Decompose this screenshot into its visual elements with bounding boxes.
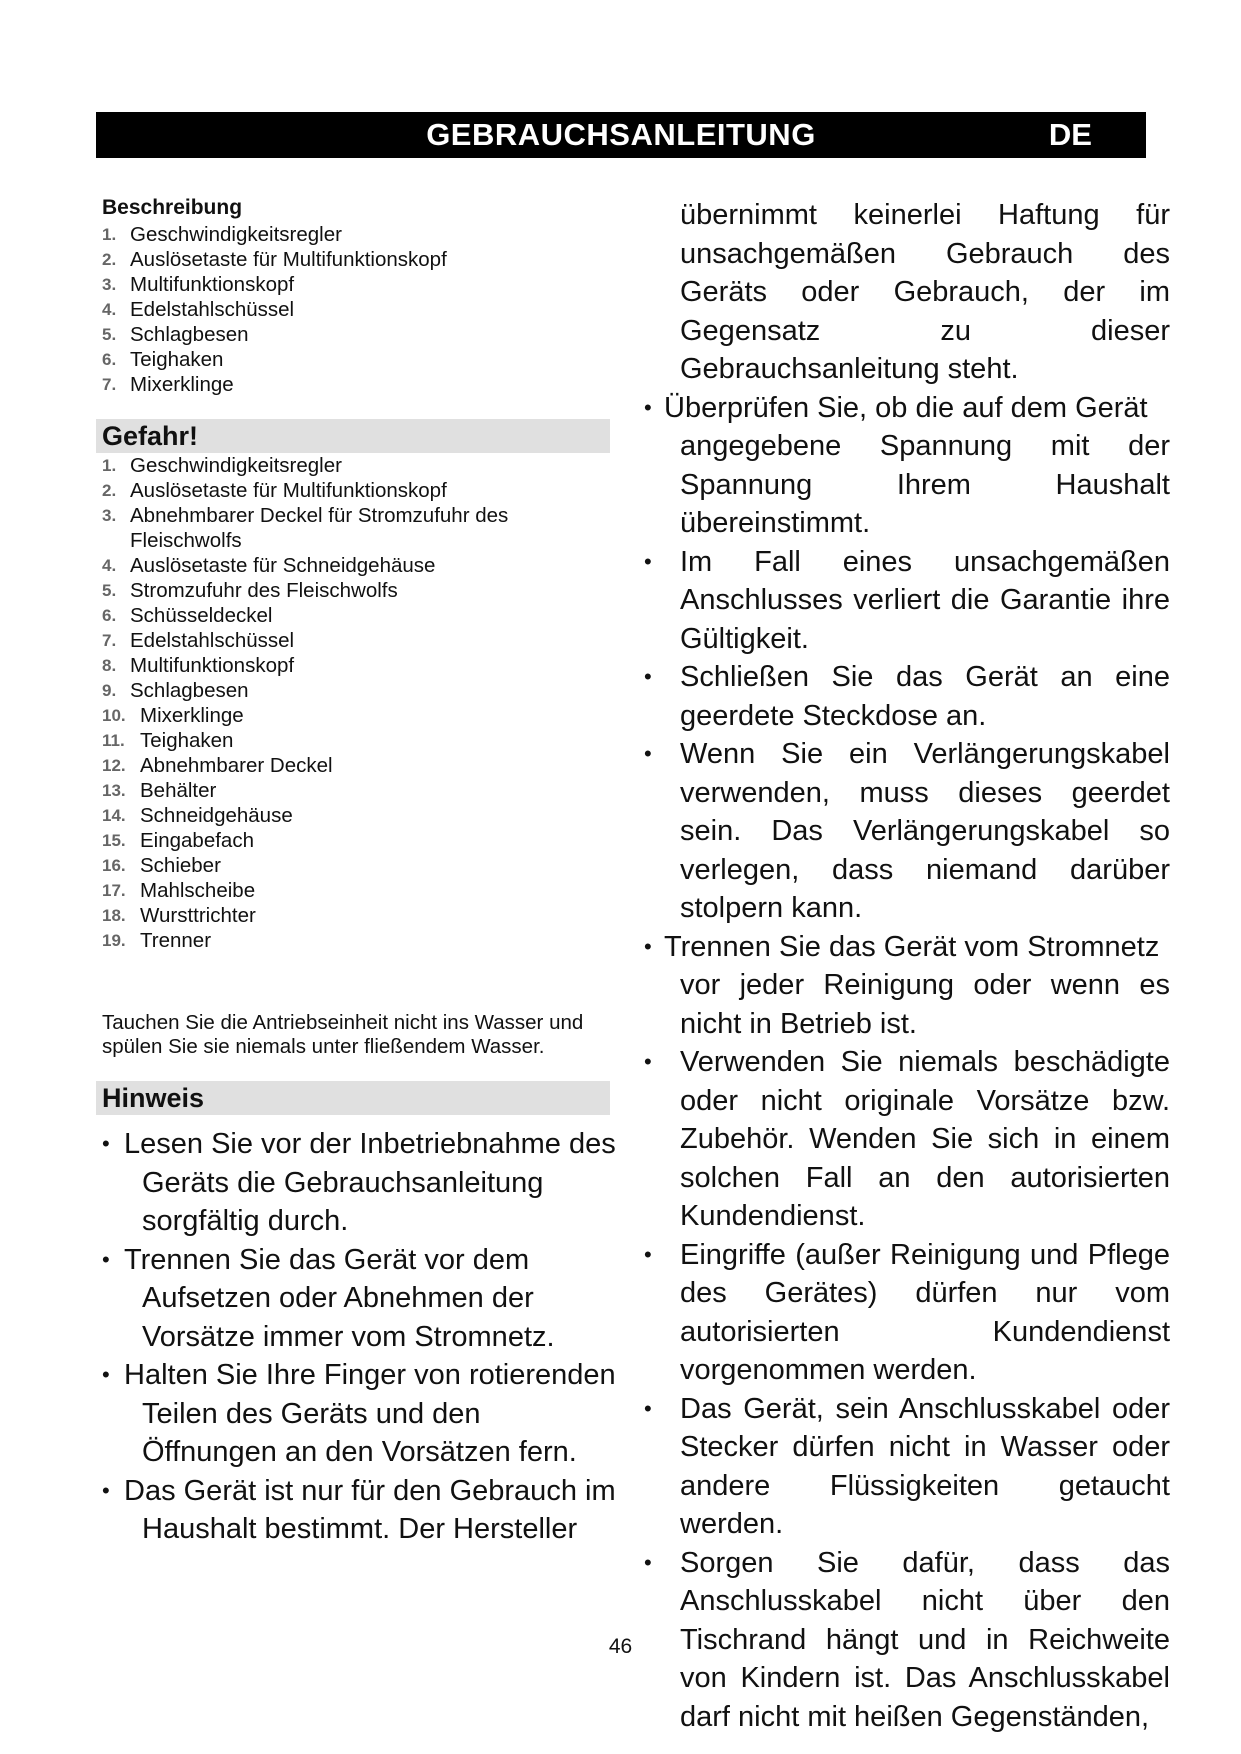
bullet-item	[96, 1472, 616, 1549]
list-item	[102, 803, 616, 828]
bullet-item	[640, 928, 1170, 1044]
item-number: 7.	[102, 375, 117, 394]
bullet-icon: •	[644, 1241, 652, 1267]
item-label: Geschwindigkeitsregler	[130, 454, 342, 477]
list-item	[102, 753, 616, 778]
item-label: Geschwindigkeitsregler	[130, 223, 342, 246]
item-label: Teighaken	[130, 348, 224, 371]
list-item	[102, 703, 616, 728]
bullet-first-line: Trennen Sie das Gerät vor dem	[124, 1243, 530, 1276]
bullet-continuation: Aufsetzen oder Abnehmen der Vorsätze immer vom Stromnetz.	[142, 1282, 555, 1353]
bullet-first-line: Trennen Sie das Gerät vom Stromnetz	[664, 930, 1160, 963]
bullet-item	[640, 1043, 1170, 1236]
bullet-text: Eingriffe (außer Reinigung und Pflege des Gerätes) dürfen nur vom autorisierten Kundendienst vorgenommen werden.	[680, 1238, 1170, 1386]
list-item	[102, 553, 616, 578]
item-label: Mixerklinge	[130, 373, 234, 396]
bullet-icon: •	[644, 1549, 652, 1575]
bullet-first-line: Lesen Sie vor der Inbetriebnahme des	[124, 1128, 616, 1160]
list-item	[102, 678, 616, 703]
bullet-item	[640, 1390, 1170, 1544]
bullet-continuation: Haushalt bestimmt. Der Hersteller	[142, 1513, 578, 1545]
bullet-item	[96, 1241, 616, 1357]
item-label: Teighaken	[140, 729, 234, 752]
item-number: 16.	[102, 856, 126, 875]
item-label: Schieber	[140, 854, 221, 877]
item-number: 6.	[102, 606, 117, 625]
bullet-text: Schließen Sie das Gerät an eine geerdete Steckdose an.	[680, 661, 1170, 732]
hinweis-list	[96, 1125, 616, 1549]
bullet-icon: •	[644, 741, 652, 766]
item-number: 5.	[102, 325, 117, 344]
item-label: Auslösetaste für Multifunktionskopf	[130, 479, 447, 502]
bullet-continuation: vor jeder Reinigung oder wenn es nicht in Betrieb ist.	[680, 969, 1170, 1040]
list-item	[102, 247, 616, 272]
item-number: 14.	[102, 806, 126, 825]
item-label: Auslösetaste für Schneidgehäuse	[130, 554, 436, 577]
list-item	[102, 778, 616, 803]
item-number: 4.	[102, 556, 117, 575]
item-number: 8.	[102, 656, 117, 675]
continuation-paragraph: übernimmt keinerlei Haftung für unsachgemäßen Gebrauch des Geräts oder Gebrauch, der im Gegensatz zu dieser Gebrauchsanleitung steht.	[680, 199, 1170, 385]
item-label: Schneidgehäuse	[140, 804, 293, 827]
bullet-item	[640, 389, 1170, 543]
item-label: Multifunktionskopf	[130, 654, 295, 677]
bullet-text: Verwenden Sie niemals beschädigte oder nicht originale Vorsätze bzw. Zubehör. Wenden Sie sich in einem solchen Fall an den autorisierten Kundendienst.	[680, 1046, 1170, 1232]
bullet-item	[640, 543, 1170, 659]
list-item	[102, 928, 616, 953]
bullet-text: Wenn Sie ein Verlängerungskabel verwenden, muss dieses geerdet sein. Das Verlängerungskabel so verlegen, dass niemand darüber stolpern kann.	[680, 738, 1170, 924]
hinweis-heading: Hinweis	[96, 1081, 610, 1115]
item-number: 9.	[102, 681, 117, 700]
bullet-icon: •	[644, 1049, 652, 1074]
right-column	[640, 196, 1170, 1736]
bullet-continuation: angegebene Spannung mit der Spannung Ihrem Haushalt übereinstimmt.	[680, 430, 1170, 539]
item-label: Multifunktionskopf	[130, 273, 295, 296]
list-item	[102, 628, 616, 653]
list-item	[102, 272, 616, 297]
item-number: 2.	[102, 481, 117, 500]
bullet-icon: •	[644, 933, 652, 959]
item-number: 12.	[102, 756, 126, 775]
item-number: 1.	[102, 225, 117, 244]
list-item	[102, 297, 616, 322]
bullet-text: Das Gerät, sein Anschlusskabel oder Stecker dürfen nicht in Wasser oder andere Flüssigkeiten getaucht werden.	[680, 1392, 1170, 1540]
bullet-item	[640, 735, 1170, 928]
bullet-first-line: Überprüfen Sie, ob die auf dem Gerät	[664, 391, 1148, 424]
gefahr-note: Tauchen Sie die Antriebseinheit nicht ins Wasser und spülen Sie sie niemals unter fließendem Wasser.	[102, 1011, 584, 1058]
item-number: 3.	[102, 275, 117, 294]
language-code: DE	[1048, 117, 1092, 152]
item-label: Trenner	[140, 929, 212, 952]
list-item	[102, 578, 616, 603]
item-label: Abnehmbarer Deckel	[140, 754, 333, 777]
bullet-item	[640, 1236, 1170, 1390]
item-label: Behälter	[140, 779, 217, 802]
list-item	[102, 322, 616, 347]
header-bar	[96, 112, 1146, 158]
item-number: 10.	[102, 706, 126, 725]
list-item	[102, 853, 616, 878]
bullet-item	[96, 1356, 616, 1472]
item-number: 4.	[102, 300, 117, 319]
bullet-icon: •	[644, 394, 652, 420]
item-label: Schüsseldeckel	[130, 604, 273, 627]
item-label: Schlagbesen	[130, 323, 249, 346]
list-item	[102, 478, 616, 503]
list-item	[102, 828, 616, 853]
list-item	[102, 372, 616, 397]
gefahr-list	[96, 453, 616, 953]
list-item	[102, 453, 616, 478]
item-label: Abnehmbarer Deckel für Stromzufuhr des Fleischwolfs	[130, 504, 509, 552]
item-number: 11.	[102, 731, 125, 750]
item-label: Mahlscheibe	[140, 879, 256, 902]
list-item	[102, 878, 616, 903]
gefahr-heading: Gefahr!	[96, 419, 610, 453]
item-number: 13.	[102, 781, 126, 800]
bullet-icon: •	[102, 1362, 110, 1387]
bullet-continuation: Geräts die Gebrauchsanleitung sorgfältig durch.	[142, 1166, 544, 1237]
bullet-first-line: Das Gerät ist nur für den Gebrauch im	[124, 1474, 616, 1507]
item-label: Schlagbesen	[130, 679, 249, 702]
bullet-continuation: Teilen des Geräts und den Öffnungen an den Vorsätzen fern.	[142, 1397, 577, 1468]
item-label: Edelstahlschüssel	[130, 629, 295, 652]
list-item	[102, 503, 616, 553]
bullet-icon: •	[102, 1246, 110, 1272]
bullet-icon: •	[644, 548, 652, 574]
bullet-text: Sorgen Sie dafür, dass das Anschlusskabel nicht über den Tischrand hängt und in Reichweite von Kindern ist. Das Anschlusskabel darf nicht mit heißen Gegenständen,	[680, 1546, 1170, 1733]
item-number: 3.	[102, 506, 117, 525]
item-label: Edelstahlschüssel	[130, 298, 295, 321]
safety-list	[640, 389, 1170, 1737]
left-column	[96, 196, 616, 1549]
item-number: 2.	[102, 250, 117, 269]
bullet-icon: •	[102, 1477, 110, 1503]
list-item	[102, 222, 616, 247]
item-number: 5.	[102, 581, 117, 600]
bullet-text: Im Fall eines unsachgemäßen Anschlusses verliert die Garantie ihre Gültigkeit.	[680, 545, 1170, 655]
page-number: 46	[608, 1635, 633, 1658]
item-number: 6.	[102, 350, 117, 369]
beschreibung-heading: Beschreibung	[102, 196, 243, 219]
item-number: 17.	[102, 881, 126, 900]
bullet-icon: •	[644, 664, 652, 689]
item-label: Stromzufuhr des Fleischwolfs	[130, 579, 398, 602]
item-label: Eingabefach	[140, 829, 254, 852]
bullet-first-line: Halten Sie Ihre Finger von rotierenden	[124, 1359, 616, 1391]
item-number: 15.	[102, 831, 126, 850]
item-number: 7.	[102, 631, 117, 650]
list-item	[102, 603, 616, 628]
item-number: 19.	[102, 931, 126, 950]
item-label: Wursttrichter	[140, 904, 256, 927]
page-title: GEBRAUCHSANLEITUNG	[426, 117, 816, 152]
list-item	[102, 728, 616, 753]
list-item	[102, 903, 616, 928]
item-label: Mixerklinge	[140, 704, 244, 727]
beschreibung-list	[96, 222, 616, 397]
bullet-icon: •	[102, 1131, 110, 1156]
bullet-item	[96, 1125, 616, 1241]
list-item	[102, 653, 616, 678]
bullet-icon: •	[644, 1395, 652, 1421]
bullet-item	[640, 658, 1170, 735]
item-label: Auslösetaste für Multifunktionskopf	[130, 248, 447, 271]
list-item	[102, 347, 616, 372]
item-number: 1.	[102, 456, 117, 475]
item-number: 18.	[102, 906, 126, 925]
